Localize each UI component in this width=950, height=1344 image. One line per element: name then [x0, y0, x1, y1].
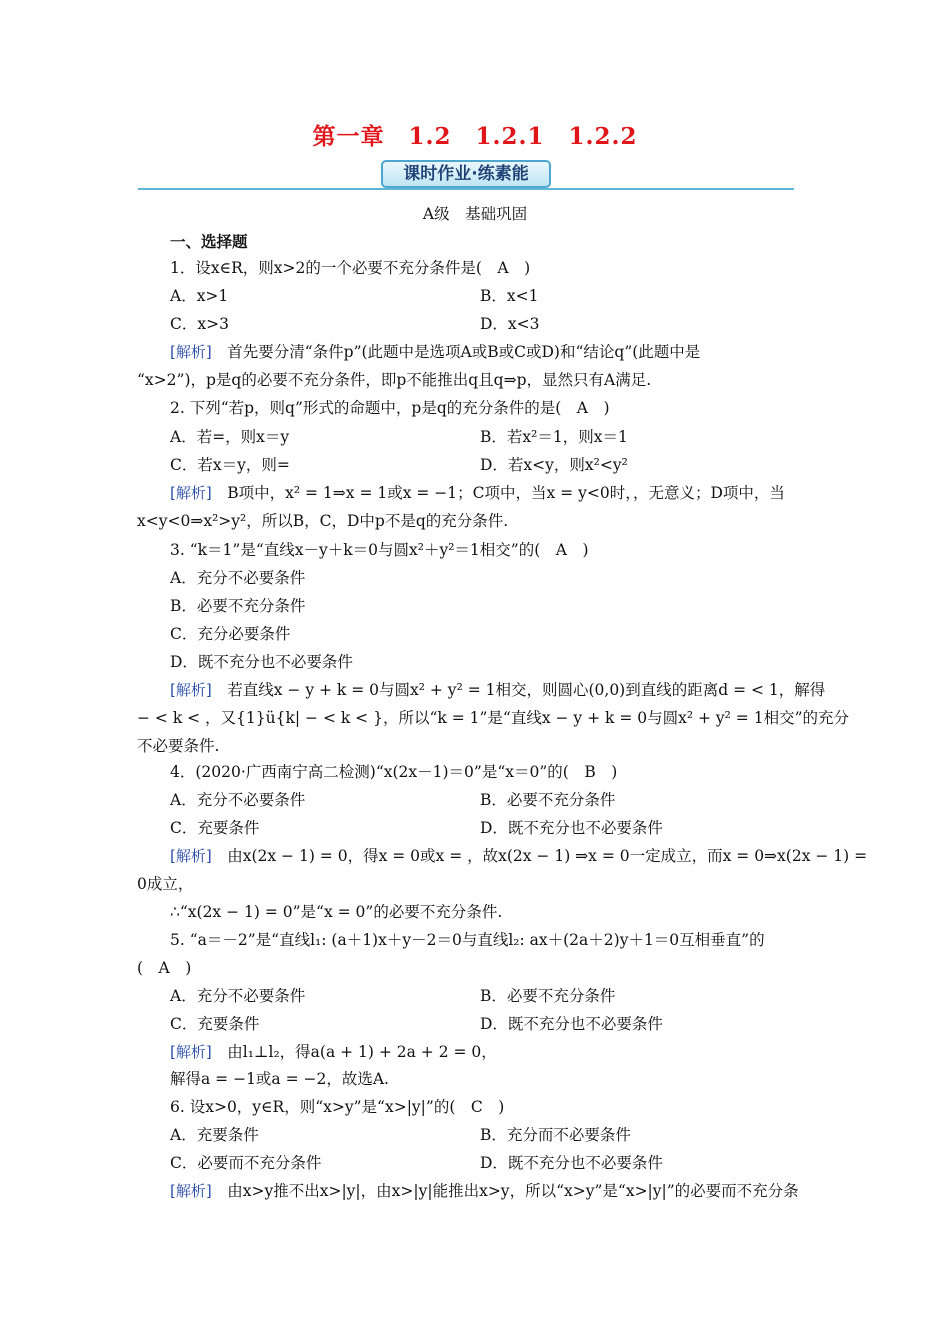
q4-solution-line-3: ∴“x(2x − 1) = 0”是“x = 0”的必要不充分条件.: [170, 903, 503, 921]
q2-option-b: B．若x²＝1，则x＝1: [480, 428, 628, 446]
q3-solution-line-2: − < k < ，又{1}ü{k| − < k < }，所以“k = 1”是“直线x − y + k = 0与圆x² + y² = 1相交”的充分: [137, 709, 849, 727]
q3-option-c: C．充分必要条件: [170, 625, 291, 643]
q6-solution-line-1: [170, 1181, 799, 1201]
q3-option-d: D．既不充分也不必要条件: [170, 653, 353, 671]
q3-solution-line-1: [170, 680, 825, 700]
q1-option-d: D．x<3: [480, 315, 540, 333]
q5-solution-text-1: 由l₁⊥l₂，得a(a + 1) + 2a + 2 = 0，: [227, 1043, 497, 1061]
solution-tag: [解析]: [170, 681, 212, 699]
q6-option-b: B．充分而不必要条件: [480, 1126, 631, 1144]
solution-tag: [解析]: [170, 1043, 212, 1061]
q2-solution-text-1: B项中，x² = 1⇒x = 1或x = −1；C项中，当x = y<0时，，无意义；D项中，当: [227, 484, 785, 502]
q4-option-a: A．充分不必要条件: [170, 791, 306, 809]
q1-solution-line-1: [170, 342, 700, 362]
q2-option-a: A．若=，则x＝y: [170, 428, 290, 446]
q1-option-a: A．x>1: [170, 287, 229, 305]
q6-option-c: C．必要而不充分条件: [170, 1154, 322, 1172]
q6-solution-text-1: 由x>y推不出x>|y|，由x>|y|能推出x>y，所以“x>y”是“x>|y|”的必要而不充分条: [227, 1182, 799, 1200]
q5-option-a: A．充分不必要条件: [170, 987, 306, 1005]
q5-option-b: B．必要不充分条件: [480, 987, 616, 1005]
q1-option-c: C．x>3: [170, 315, 229, 333]
level-heading: A级 基础巩固: [422, 205, 528, 223]
chapter-title: 第一章 1.2 1.2.1 1.2.2: [312, 123, 638, 150]
q1-stem: 1．设x∈R，则x>2的一个必要不充分条件是( A ): [170, 259, 531, 277]
q6-stem: 6. 设x>0，y∈R，则“x>y”是“x>|y|”的( C ): [170, 1098, 505, 1116]
q5-solution-line-1: [170, 1042, 497, 1062]
solution-tag: [解析]: [170, 343, 212, 361]
q5-solution-line-2: 解得a = −1或a = −2，故选A.: [170, 1070, 389, 1088]
q5-stem-line-1: 5. “a＝－2”是“直线l₁: (a＋1)x＋y－2＝0与直线l₂: ax＋(2a＋2)y＋1＝0互相垂直”的: [170, 931, 765, 949]
solution-tag: [解析]: [170, 847, 212, 865]
q1-solution-line-2: “x>2”)，p是q的必要不充分条件，即p不能推出q且q⇒p，显然只有A满足.: [137, 371, 652, 389]
q4-option-c: C．充要条件: [170, 819, 260, 837]
q3-stem: 3. “k＝1”是“直线x－y＋k＝0与圆x²＋y²＝1相交”的( A ): [170, 541, 589, 559]
q5-stem-line-2: ( A ): [137, 959, 192, 977]
q4-solution-line-1: [170, 846, 867, 866]
solution-tag: [解析]: [170, 1182, 212, 1200]
q6-option-d: D．既不充分也不必要条件: [480, 1154, 663, 1172]
q1-option-b: B．x<1: [480, 287, 539, 305]
q2-option-d: D．若x<y，则x²<y²: [480, 456, 628, 474]
q5-option-d: D．既不充分也不必要条件: [480, 1015, 663, 1033]
q3-solution-text-1: 若直线x − y + k = 0与圆x² + y² = 1相交，则圆心(0,0)到直线的距离d = < 1，解得: [227, 681, 826, 699]
homework-banner: 课时作业·练素能: [381, 160, 551, 188]
q3-solution-line-3: 不必要条件.: [137, 737, 220, 755]
q6-option-a: A．充要条件: [170, 1126, 259, 1144]
q4-stem: 4．(2020·广西南宁高二检测)“x(2x－1)＝0”是“x＝0”的( B ): [170, 763, 618, 781]
q4-solution-text-1: 由x(2x − 1) = 0，得x = 0或x = ，故x(2x − 1) ⇒x = 0一定成立，而x = 0⇒x(2x − 1) =: [227, 847, 868, 865]
q2-solution-line-2: x<y<0⇒x²>y²，所以B，C，D中p不是q的充分条件.: [137, 512, 509, 530]
q3-option-b: B．必要不充分条件: [170, 597, 306, 615]
q5-option-c: C．充要条件: [170, 1015, 260, 1033]
solution-tag: [解析]: [170, 484, 212, 502]
q2-solution-line-1: [170, 483, 785, 503]
q1-solution-text-1: 首先要分清“条件p”(此题中是选项A或B或C或D)和“结论q”(此题中是: [227, 343, 701, 361]
q2-stem: 2. 下列“若p，则q”形式的命题中，p是q的充分条件的是( A ): [170, 399, 610, 417]
q4-solution-line-2: 0成立，: [137, 875, 194, 893]
section-heading: 一、选择题: [170, 232, 248, 251]
q3-option-a: A．充分不必要条件: [170, 569, 306, 587]
q4-option-b: B．必要不充分条件: [480, 791, 616, 809]
banner-rule: [138, 188, 794, 190]
q2-option-c: C．若x＝y，则=: [170, 456, 290, 474]
q4-option-d: D．既不充分也不必要条件: [480, 819, 663, 837]
